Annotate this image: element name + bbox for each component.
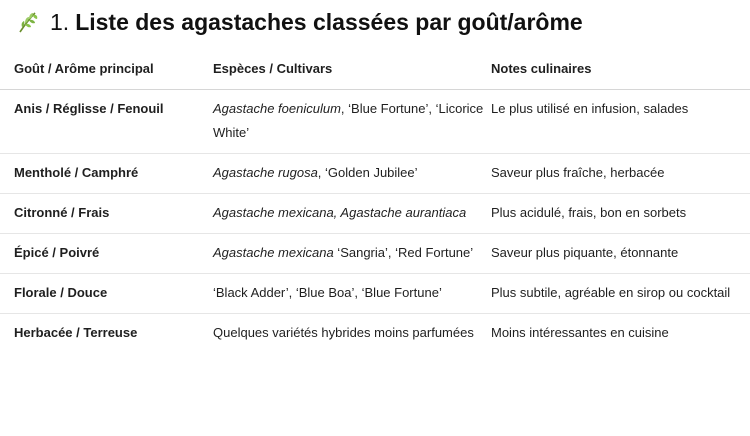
species-cell [213,274,491,314]
heading-title: Liste des agastaches classées par goût/arôme [75,8,583,35]
species-cultivars: ‘Sangria’, ‘Red Fortune’ [333,245,474,260]
taste-cell: Citronné / Frais [0,194,213,234]
agastache-table [0,50,750,353]
species-cell [213,314,491,354]
table-row [0,90,750,154]
species-cell [213,90,491,154]
notes-cell: Moins intéressantes en cuisine [491,325,669,340]
notes-cell: Le plus utilisé en infusion, salades [491,90,750,154]
species-latin: Agastache foeniculum [213,101,341,116]
notes-cell: Plus acidulé, frais, bon en sorbets [491,194,750,234]
taste-cell: Anis / Réglisse / Fenouil [0,90,213,154]
species-cultivars: Quelques variétés hybrides moins parfumées [213,325,474,340]
table-row [0,314,750,354]
column-header-notes: Notes culinaires [491,50,750,90]
species-cultivars: , ‘Blue Fortune’, ‘Licorice White’ [213,101,484,140]
species-cultivars: , ‘Golden Jubilee’ [317,165,418,180]
notes-cell: Saveur plus piquante, étonnante [491,234,750,274]
species-latin: Agastache mexicana [213,245,334,260]
table-row [0,194,750,234]
species-cell [213,194,491,234]
taste-cell: Florale / Douce [0,274,213,314]
section-heading [16,6,583,38]
species-cell [213,154,491,194]
species-cultivars: ‘Black Adder’, ‘Blue Boa’, ‘Blue Fortune’ [213,285,442,300]
column-header-species: Espèces / Cultivars [213,50,491,90]
notes-cell: Saveur plus fraîche, herbacée [491,154,750,194]
table-row [0,274,750,314]
leaf-icon [16,10,40,34]
table-row [0,154,750,194]
species-cell [213,234,491,274]
species-latin: Agastache rugosa [213,165,318,180]
table-header-row [0,50,750,90]
table-row [0,234,750,274]
taste-cell: Herbacée / Terreuse [14,325,138,340]
heading-number: 1. [50,8,70,35]
species-latin: Agastache mexicana, Agastache aurantiaca [213,205,467,220]
notes-cell: Plus subtile, agréable en sirop ou cocktail [491,274,750,314]
column-header-taste: Goût / Arôme principal [0,50,213,90]
taste-cell: Épicé / Poivré [0,234,213,274]
taste-cell: Mentholé / Camphré [0,154,213,194]
